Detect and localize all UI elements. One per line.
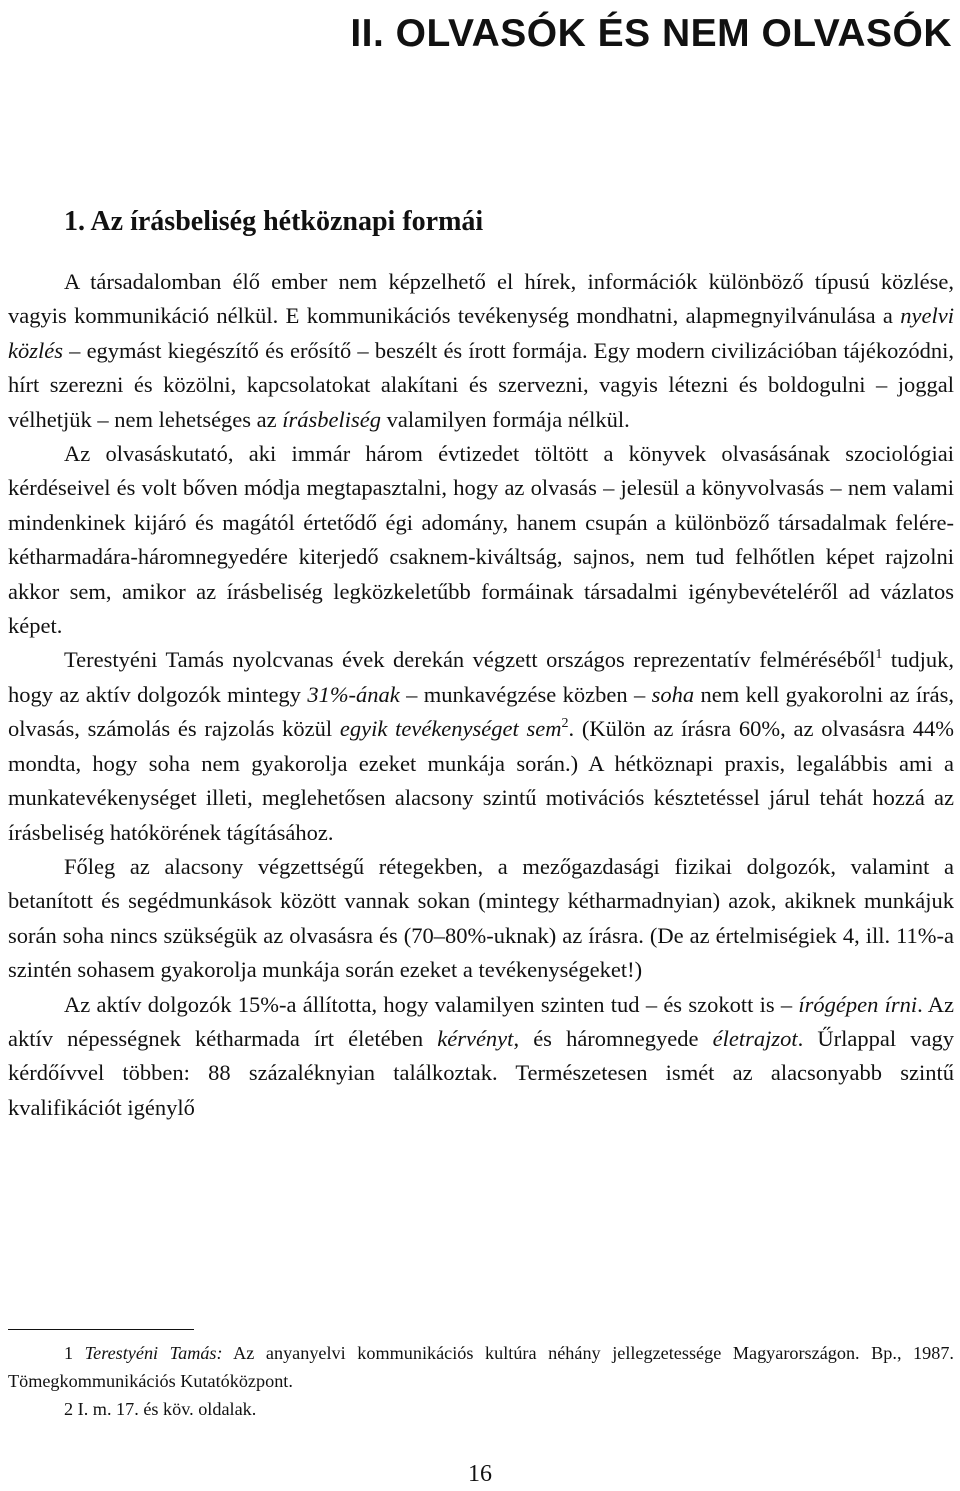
text-run: . Az aktív népességnek kétharmada írt életében: [8, 991, 954, 1051]
text-run: Az anyanyelvi kommunikációs kultúra néhány jellegzetessége Magyarországon. Bp., 1987. Tömegkommunikációs Kutatóközpont.: [8, 1343, 954, 1391]
italic-text: soha: [651, 681, 695, 707]
text-run: , és háromnegyede: [513, 1025, 713, 1051]
page-number: 16: [468, 1461, 492, 1487]
text-run: Főleg az alacsony végzettségű rétegekben, a mezőgazdasági fizikai dolgozók, valamint a betanított és segédmunkások között vannak sokan (mintegy kétharmadnyian) azok, akiknek munkájuk során soha nincs szükségük az olvasásra és (70–80%-uknak) az írásra. (De az értelmiségiek 4, ill. 11%-a szintén sohasem gyakorolja munkája során ezeket a tevékenységeket!): [8, 853, 954, 983]
text-run: Az aktív dolgozók 15%-a állította, hogy valamilyen szinten tud – és szokott is –: [64, 991, 799, 1017]
italic-text: írásbeliség: [282, 406, 382, 432]
chapter-title: II. OLVASÓK ÉS NEM OLVASÓK: [350, 12, 952, 55]
italic-text: életrajzot: [712, 1025, 798, 1051]
footnotes: [8, 1339, 954, 1423]
text-run: . (Külön az írásra 60%, az olvasásra 44% mondta, hogy soha nem gyakorolja ezeket munkája során.) A hétköznapi praxis, legalábbis ami a munkatevékenységet illeti, meglehetősen alacsony szintű motivációs késztetéssel járul tehát hozzá az írásbeliség hatókörének tágításához.: [8, 716, 954, 845]
italic-text: egyik tevékenységet sem: [339, 716, 562, 742]
italic-text: kérvényt: [437, 1025, 514, 1051]
footnote: [8, 1395, 954, 1423]
text-run: Az olvasáskutató, aki immár három évtizedet töltött a könyvek olvasásának szociológiai kérdéseivel és volt bőven módja megtapasztalni, hogy az olvasás – jelesül a könyvolvasás – nem valami mindenkinek kijáró és magától értetődő égi adomány, hanem csupán a különböző társadalmak felére-kétharmadára-háromnegyedére kiterjedő csaknem-kiváltság, sajnos, nem tud felhőtlen képet rajzolni akkor sem, amikor az írásbeliség legközkeletűbb formáinak társadalmi igénybevételéről ad vázlatos képet.: [8, 441, 954, 639]
italic-text: nyelvi közlés: [8, 303, 954, 363]
text-run: nem kell gyakorolni az írás, olvasás, számolás és rajzolás közül: [8, 681, 954, 742]
footnote-divider: [8, 1329, 194, 1330]
section-heading: 1. Az írásbeliség hétköznapi formái: [64, 206, 484, 237]
body-text: [8, 265, 954, 1125]
text-run: tudjuk, hogy az aktív dolgozók mintegy: [8, 647, 954, 707]
footnote-ref: 1: [875, 647, 883, 663]
text-run: valamilyen formája nélkül.: [381, 406, 630, 432]
text-run: Terestyéni Tamás nyolcvanas évek derekán végzett országos reprezentatív felméréséből: [64, 647, 876, 673]
text-run: 2 I. m. 17. és köv. oldalak.: [64, 1399, 257, 1419]
text-run: 1: [64, 1343, 85, 1363]
italic-text: 31%-ának: [307, 681, 400, 707]
paragraph: [8, 988, 954, 1126]
italic-text: Terestyéni Tamás:: [84, 1343, 223, 1363]
italic-text: írógépen írni: [798, 991, 918, 1017]
paragraph: [8, 850, 954, 988]
footnote: [8, 1339, 954, 1395]
paragraph: [8, 265, 954, 437]
footnote-ref: 2: [561, 716, 569, 732]
text-run: . Űrlappal vagy kérdőívvel többen: 88 százaléknyian találkoztak. Természetesen ismét az alacsonyabb szintű kvalifikációt igénylő: [8, 1025, 954, 1120]
paragraph: [8, 437, 954, 643]
text-run: – munkavégzése közben –: [399, 681, 652, 707]
text-run: A társadalomban élő ember nem képzelhető el hírek, információk különböző típusú közlése, vagyis kommunikáció nélkül. E kommunikációs tevékenység mondhatni, alapmegnyilvánulása a: [8, 269, 954, 329]
text-run: – egymást kiegészítő és erősítő – beszélt és írott formája. Egy modern civilizációban tájékozódni, hírt szerezni és közölni, kapcsolatokat alakítani és szervezni, vagyis létezni és boldogulni – joggal vélhetjük – nem lehetséges az: [8, 337, 954, 432]
paragraph: [8, 643, 954, 849]
